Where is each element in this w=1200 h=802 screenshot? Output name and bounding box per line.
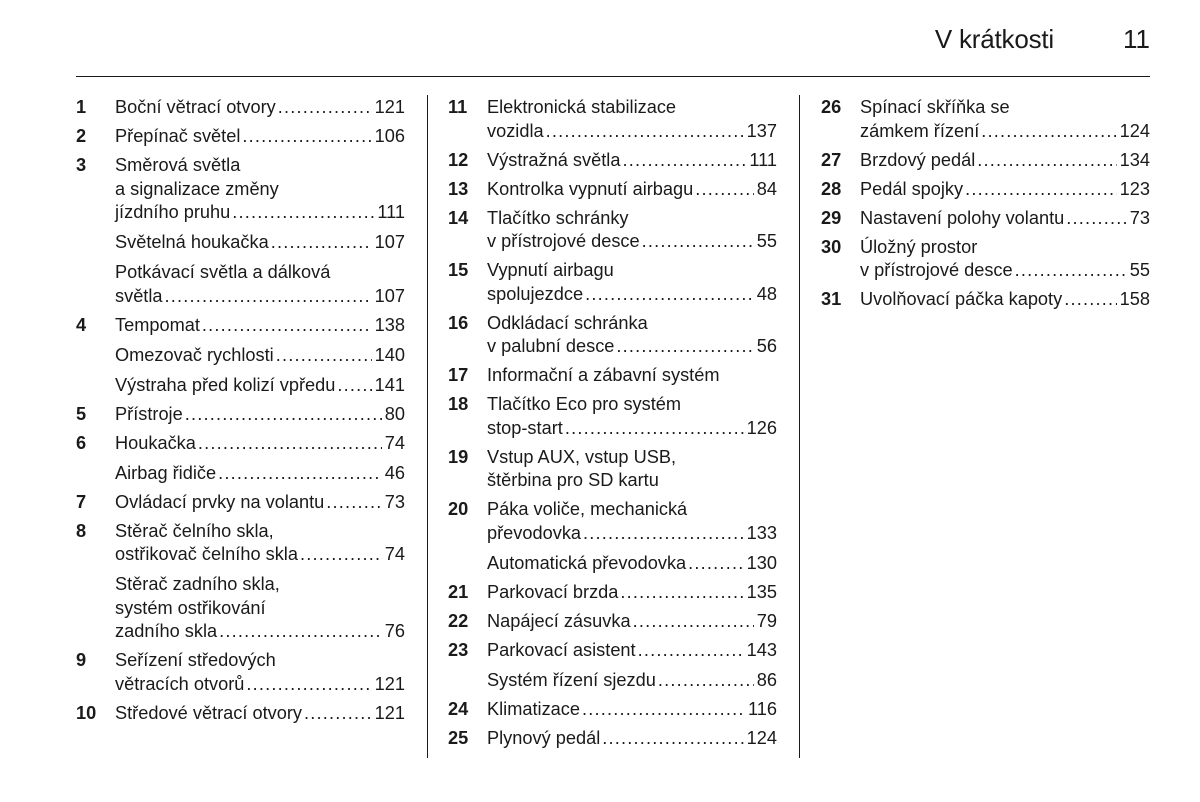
- dot-leader: [242, 125, 371, 149]
- index-entry: [76, 649, 405, 696]
- entry-number: 4: [76, 314, 87, 335]
- entry-page-number: 46: [384, 462, 405, 483]
- entry-title: Světelná houkačka: [115, 232, 269, 252]
- index-entry: [76, 573, 405, 644]
- entry-title: v přístrojové desce: [487, 231, 640, 251]
- entry-number: 15: [448, 260, 469, 280]
- index-entry: [448, 498, 777, 545]
- index-entry: [448, 207, 777, 254]
- index-entry: [76, 344, 405, 368]
- entry-last-line: [860, 120, 1150, 144]
- entry-last-line: [115, 285, 405, 309]
- entry-last-line: [860, 149, 1150, 173]
- column-divider: [427, 95, 428, 758]
- entry-text-line: Odkládací schránka: [487, 312, 648, 333]
- dot-leader: [1064, 288, 1116, 312]
- dot-leader: [633, 610, 754, 634]
- entry-title: Systém řízení sjezdu: [487, 669, 656, 690]
- entry-title: Tempomat: [115, 314, 200, 335]
- dot-leader: [218, 462, 382, 486]
- entry-number: 27: [821, 149, 842, 170]
- dot-leader: [658, 669, 754, 693]
- dot-leader: [695, 178, 754, 202]
- entry-page-number: 124: [1119, 120, 1150, 141]
- entry-title: světla: [115, 285, 163, 306]
- entry-number: 23: [448, 639, 469, 660]
- entry-title: Plynový pedál: [487, 727, 601, 748]
- entry-page-number: 48: [756, 283, 777, 304]
- index-entry: [76, 154, 405, 225]
- dot-leader: [638, 639, 744, 663]
- dot-leader: [278, 96, 372, 120]
- entry-last-line: [487, 178, 777, 202]
- index-entry: [448, 446, 777, 493]
- entry-page-number: 111: [377, 202, 405, 222]
- index-entry: [76, 314, 405, 338]
- index-entry: [76, 520, 405, 567]
- index-entry: [448, 698, 777, 722]
- index-entry: [448, 669, 777, 693]
- index-entry: [76, 231, 405, 255]
- entry-text-line: Spínací skříňka se: [860, 97, 1010, 117]
- entry-page-number: 124: [746, 727, 777, 748]
- entry-page-number: 116: [748, 698, 777, 719]
- entry-title: Houkačka: [115, 432, 196, 453]
- entry-number: 16: [448, 312, 469, 333]
- entry-last-line: [487, 610, 777, 634]
- entry-last-line: [487, 581, 777, 605]
- entry-last-line: [115, 432, 405, 456]
- entry-number: 22: [448, 610, 469, 631]
- index-entry: [821, 288, 1150, 312]
- entry-last-line: [860, 178, 1150, 202]
- index-entry: [821, 178, 1150, 202]
- entry-page-number: 107: [374, 232, 405, 252]
- entry-text-line: Stěrač čelního skla,: [115, 520, 274, 541]
- index-entry: [76, 432, 405, 456]
- dot-leader: [981, 120, 1116, 144]
- entry-number: 5: [76, 403, 87, 424]
- entry-text-line: Tlačítko Eco pro systém: [487, 394, 682, 414]
- index-entry: [76, 462, 405, 486]
- entry-last-line: [115, 491, 405, 515]
- entry-last-line: [487, 469, 777, 493]
- index-column-3: [821, 96, 1150, 317]
- index-entry: [76, 702, 405, 726]
- dot-leader: [198, 432, 382, 456]
- entry-last-line: [115, 231, 405, 255]
- entry-title: Výstražná světla: [487, 149, 621, 170]
- entry-last-line: [115, 201, 405, 225]
- entry-last-line: [487, 727, 777, 751]
- entry-text-line: Vstup AUX, vstup USB,: [487, 446, 677, 467]
- dot-leader: [304, 702, 372, 726]
- column-divider: [799, 95, 800, 758]
- entry-page-number: 73: [1129, 207, 1150, 228]
- dot-leader: [582, 698, 745, 722]
- dot-leader: [300, 543, 382, 567]
- entry-page-number: 135: [746, 581, 777, 602]
- entry-text-line: Tlačítko schránky: [487, 207, 629, 228]
- entry-page-number: 133: [746, 522, 777, 543]
- index-column-1: [76, 96, 405, 731]
- entry-page-number: 74: [384, 432, 405, 453]
- index-entry: [821, 149, 1150, 173]
- entry-number: 12: [448, 149, 469, 170]
- entry-page-number: 126: [746, 417, 777, 438]
- index-entry: [448, 581, 777, 605]
- page-number: 11: [1123, 24, 1150, 54]
- entry-number: 17: [448, 365, 469, 385]
- entry-page-number: 143: [746, 639, 777, 660]
- index-entry: [76, 261, 405, 308]
- entry-number: 6: [76, 432, 87, 453]
- entry-last-line: [487, 230, 777, 254]
- dot-leader: [622, 149, 746, 173]
- dot-leader: [337, 374, 371, 398]
- dot-leader: [185, 403, 382, 427]
- entry-title: zámkem řízení: [860, 120, 980, 141]
- entry-title: v palubní desce: [487, 336, 615, 356]
- entry-page-number: 56: [756, 336, 777, 356]
- entry-title: Parkovací asistent: [487, 639, 636, 660]
- index-entry: [76, 374, 405, 398]
- entry-title: Přístroje: [115, 403, 183, 424]
- dot-leader: [602, 727, 743, 751]
- entry-number: 10: [76, 702, 97, 723]
- entry-last-line: [115, 314, 405, 338]
- entry-last-line: [115, 702, 405, 726]
- entry-page-number: 111: [749, 149, 777, 170]
- entry-page-number: 158: [1119, 289, 1150, 309]
- entry-title: spolujezdce: [487, 283, 584, 304]
- dot-leader: [583, 522, 744, 546]
- entry-last-line: [487, 417, 777, 441]
- dot-leader: [620, 581, 743, 605]
- entry-last-line: [860, 207, 1150, 231]
- dot-leader: [326, 491, 382, 515]
- entry-number: 1: [76, 97, 87, 117]
- entry-last-line: [487, 669, 777, 693]
- entry-last-line: [487, 283, 777, 307]
- entry-text-line: Potkávací světla a dálková: [115, 262, 331, 282]
- index-entry: [821, 236, 1150, 283]
- entry-number: 25: [448, 727, 469, 748]
- index-entry: [821, 207, 1150, 231]
- section-title: V krátkosti: [934, 24, 1054, 54]
- dot-leader: [616, 335, 753, 359]
- entry-title: Pedál spojky: [860, 178, 964, 199]
- entry-last-line: [487, 149, 777, 173]
- entry-number: 3: [76, 155, 87, 175]
- entry-title: Uvolňovací páčka kapoty: [860, 289, 1063, 309]
- entry-text-line: Vypnutí airbagu: [487, 260, 614, 280]
- entry-title: ostřikovač čelního skla: [115, 544, 298, 564]
- dot-leader: [642, 230, 754, 254]
- entry-page-number: 86: [756, 669, 777, 690]
- entry-page-number: 140: [374, 344, 405, 365]
- index-entry: [821, 96, 1150, 143]
- entry-page-number: 130: [746, 552, 777, 573]
- entry-number: 9: [76, 650, 87, 670]
- entry-page-number: 141: [374, 374, 405, 395]
- entry-title: Napájecí zásuvka: [487, 610, 631, 631]
- dot-leader: [246, 673, 371, 697]
- index-column-2: [448, 96, 777, 756]
- dot-leader: [276, 344, 372, 368]
- entry-last-line: [487, 522, 777, 546]
- entry-text-line: Elektronická stabilizace: [487, 97, 677, 117]
- entry-last-line: [860, 259, 1150, 283]
- entry-page-number: 55: [1129, 260, 1150, 280]
- index-entry: [76, 491, 405, 515]
- index-entry: [448, 96, 777, 143]
- index-entry: [76, 125, 405, 149]
- entry-title: Airbag řidiče: [115, 462, 217, 483]
- entry-last-line: [115, 96, 405, 120]
- entry-last-line: [115, 374, 405, 398]
- entry-last-line: [115, 344, 405, 368]
- entry-number: 18: [448, 394, 469, 414]
- entry-number: 14: [448, 207, 469, 228]
- entry-title: větracích otvorů: [115, 673, 245, 694]
- entry-last-line: [487, 120, 777, 144]
- entry-page-number: 137: [746, 120, 777, 141]
- entry-text-line: Směrová světla: [115, 155, 241, 175]
- dot-leader: [546, 120, 744, 144]
- entry-text-line: Úložný prostor: [860, 236, 978, 257]
- entry-last-line: [487, 335, 777, 359]
- entry-text-line: Seřízení středových: [115, 650, 276, 670]
- entry-last-line: [487, 698, 777, 722]
- entry-number: 21: [448, 581, 469, 602]
- entry-page-number: 107: [374, 285, 405, 306]
- index-entry: [448, 259, 777, 306]
- dot-leader: [565, 417, 744, 441]
- index-entry: [448, 178, 777, 202]
- dot-leader: [202, 314, 372, 338]
- entry-number: 11: [448, 97, 468, 117]
- entry-page-number: 121: [374, 97, 405, 117]
- entry-title: Parkovací brzda: [487, 581, 619, 602]
- dot-leader: [977, 149, 1116, 173]
- entry-number: 2: [76, 126, 87, 146]
- dot-leader: [219, 620, 382, 644]
- entry-text-line: Stěrač zadního skla,: [115, 574, 280, 594]
- entry-title: zadního skla: [115, 621, 218, 641]
- entry-number: 7: [76, 491, 87, 512]
- index-entry: [448, 639, 777, 663]
- entry-title: Omezovač rychlosti: [115, 344, 274, 365]
- entry-title: Nastavení polohy volantu: [860, 207, 1065, 228]
- index-entry: [76, 403, 405, 427]
- index-entry: [448, 393, 777, 440]
- entry-page-number: 138: [374, 314, 405, 335]
- index-entry: [448, 364, 777, 388]
- entry-last-line: [860, 288, 1150, 312]
- dot-leader: [1066, 207, 1127, 231]
- entry-title: Přepínač světel: [115, 126, 241, 146]
- entry-page-number: 84: [756, 178, 777, 199]
- entry-last-line: [487, 552, 777, 576]
- dot-leader: [585, 283, 754, 307]
- index-entry: [448, 552, 777, 576]
- entry-title: Kontrolka vypnutí airbagu: [487, 178, 694, 199]
- entry-number: 28: [821, 178, 842, 199]
- dot-leader: [965, 178, 1117, 202]
- dot-leader: [271, 231, 372, 255]
- entry-page-number: 106: [374, 126, 405, 146]
- entry-last-line: [115, 403, 405, 427]
- entry-last-line: [115, 543, 405, 567]
- entry-number: 31: [821, 289, 842, 309]
- entry-text-line: systém ostřikování: [115, 597, 266, 618]
- entry-title: Brzdový pedál: [860, 149, 976, 170]
- entry-page-number: 123: [1119, 178, 1150, 199]
- entry-last-line: [487, 364, 777, 388]
- entry-number: 13: [448, 178, 469, 199]
- entry-number: 8: [76, 520, 87, 541]
- dot-leader: [1015, 259, 1127, 283]
- entry-page-number: 79: [756, 610, 777, 631]
- entry-title: Výstraha před kolizí vpředu: [115, 374, 336, 395]
- index-entry: [448, 727, 777, 751]
- entry-page-number: 55: [756, 231, 777, 251]
- entry-title: jízdního pruhu: [115, 202, 231, 222]
- entry-title: stop-start: [487, 417, 563, 438]
- dot-leader: [688, 552, 743, 576]
- dot-leader: [165, 285, 372, 309]
- entry-page-number: 74: [384, 544, 405, 564]
- entry-number: 26: [821, 97, 842, 117]
- entry-number: 30: [821, 236, 842, 257]
- entry-title: Informační a zábavní systém: [487, 365, 720, 385]
- entry-page-number: 121: [374, 702, 405, 723]
- entry-last-line: [487, 639, 777, 663]
- entry-last-line: [115, 125, 405, 149]
- entry-number: 20: [448, 499, 469, 519]
- index-entry: [76, 96, 405, 120]
- entry-text-line: Páka voliče, mechanická: [487, 499, 688, 519]
- entry-number: 19: [448, 446, 469, 467]
- entry-title: převodovka: [487, 522, 582, 543]
- entry-page-number: 80: [384, 403, 405, 424]
- entry-page-number: 121: [374, 673, 405, 694]
- entry-title: vozidla: [487, 120, 544, 141]
- entry-title: štěrbina pro SD kartu: [487, 470, 659, 490]
- entry-last-line: [115, 620, 405, 644]
- entry-number: 24: [448, 698, 469, 719]
- entry-title: Středové větrací otvory: [115, 702, 303, 723]
- entry-last-line: [115, 673, 405, 697]
- entry-last-line: [115, 462, 405, 486]
- index-entry: [448, 610, 777, 634]
- entry-page-number: 134: [1119, 149, 1150, 170]
- entry-number: 29: [821, 207, 842, 228]
- entry-title: Boční větrací otvory: [115, 97, 276, 117]
- entry-title: v přístrojové desce: [860, 260, 1013, 280]
- index-entry: [448, 149, 777, 173]
- index-entry: [448, 312, 777, 359]
- dot-leader: [232, 201, 374, 225]
- entry-title: Automatická převodovka: [487, 552, 687, 573]
- entry-title: Klimatizace: [487, 698, 580, 719]
- entry-page-number: 73: [384, 491, 405, 512]
- entry-text-line: a signalizace změny: [115, 178, 279, 199]
- entry-title: Ovládací prvky na volantu: [115, 491, 325, 512]
- page-header: [76, 0, 1150, 77]
- entry-page-number: 76: [384, 621, 405, 641]
